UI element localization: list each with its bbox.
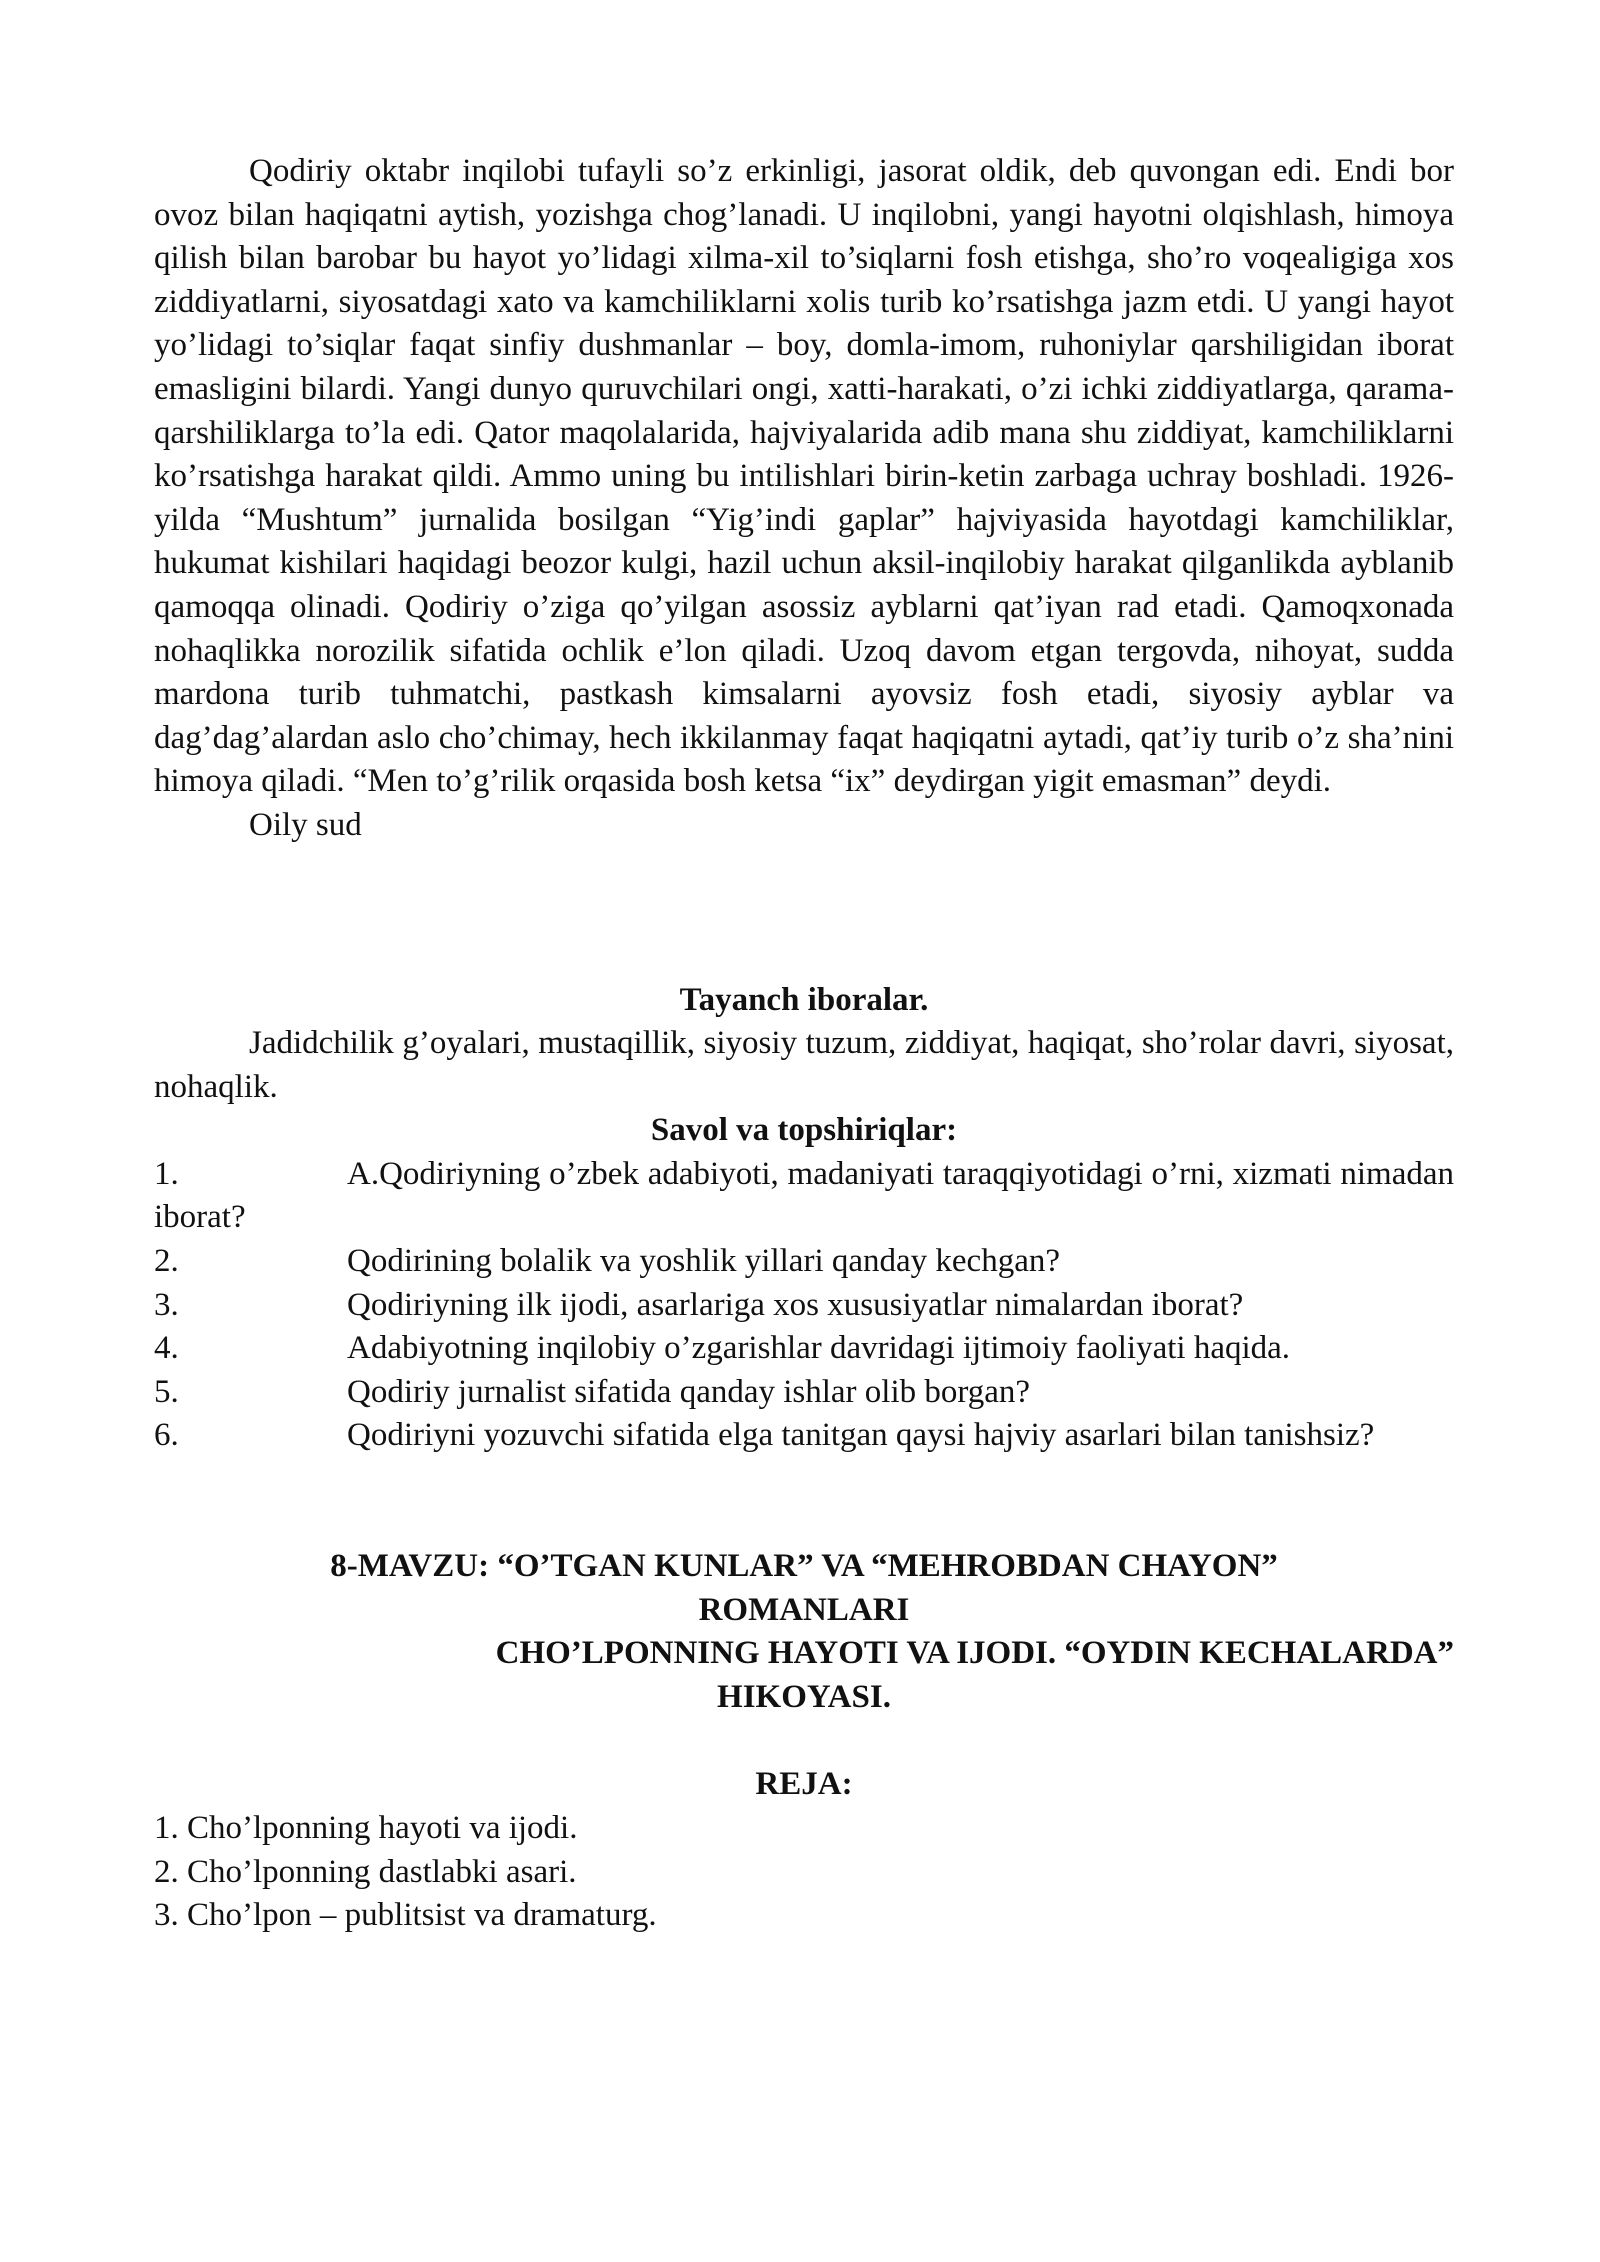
plan-list	[154, 1807, 1454, 1938]
plan-item: 3. Cho’lpon – publitsist va dramaturg.	[154, 1897, 657, 1934]
plan-heading: REJA:	[755, 1766, 853, 1803]
question-text: Qodiriyning ilk ijodi, asarlariga xos xususiyatlar nimalardan iborat?	[347, 1286, 1244, 1323]
keywords-heading: Tayanch iboralar.	[679, 981, 929, 1018]
body-paragraph: Qodiriy oktabr inqilobi tufayli so’z erkinligi, jasorat oldik, deb quvongan edi. Endi bor ovoz bilan haqiqatni aytish, yozishga chog’lanadi. U inqilobni, yangi hayotni olqishlash, himoya qilish bilan barobar bu hayot yo’lidagi xilma-xil to’siqlarni fosh etishga, sho’ro voqealigiga xos ziddiyatlarni, siyosatdagi xato va kamchiliklarni xolis turib ko’rsatishga jazm etdi. U yangi hayot yo’lidagi to’siqlar faqat sinfiy dushmanlar – boy, domla-imom, ruhoniylar qarshiligidan iborat emasligini bilardi. Yangi dunyo quruvchilari ongi, xatti-harakati, o’zi ichki ziddiyatlarga, qarama-qarshiliklarga to’la edi. Qator maqolalarida, hajviyalarida adib mana shu ziddiyat, kamchiliklarni ko’rsatishga harakat qildi. Ammo uning bu intilishlari birin-ketin zarbaga uchray boshladi. 1926-yilda “Mushtum” jurnalida bosilgan “Yig’indi gaplar” hajviyasida hayotdagi kamchiliklar, hukumat kishilari haqidagi beozor kulgi, hazil uchun aksil-inqilobiy harakat qilganlikda ayblanib qamoqqa olinadi. Qodiriy o’ziga qo’yilgan asossiz ayblarni qat’iyan rad etadi. Qamoqxonada nohaqlikka norozilik sifatida ochlik e’lon qiladi. Uzoq davom etgan tergovda, nihoyat, sudda mardona turib tuhmatchi, pastkash kimsalarni ayovsiz fosh etadi, siyosiy ayblar va dag’dag’alardan aslo cho’chimay, hech ikkilanmay faqat haqiqatni aytadi, qat’iy turib o’z sha’nini himoya qiladi. “Men to’g’rilik orqasida bosh ketsa “ix” deydirgan yigit emasman” deydi.	[154, 153, 1454, 800]
question-item	[154, 1240, 1454, 1284]
question-item	[154, 1153, 1454, 1240]
question-number: 3.	[154, 1286, 179, 1323]
questions-list	[154, 1153, 1454, 1458]
topic-title-line: 8-MAVZU: “O’TGAN KUNLAR” VA “MEHROBDAN CHAYON”	[330, 1548, 1278, 1585]
question-number: 2.	[154, 1243, 179, 1280]
spacer	[154, 848, 1454, 979]
question-number: 6.	[154, 1417, 179, 1454]
question-text: Qodiriy jurnalist sifatida qanday ishlar olib borgan?	[347, 1373, 1031, 1410]
topic-title	[154, 1545, 1454, 1719]
question-text: Adabiyotning inqilobiy o’zgarishlar davridagi ijtimoiy faoliyati haqida.	[347, 1330, 1291, 1367]
keywords-text: Jadidchilik g’oyalari, mustaqillik, siyosiy tuzum, ziddiyat, haqiqat, sho’rolar davri, siyosat, nohaqlik.	[154, 1025, 1454, 1105]
plan-item: 1. Cho’lponning hayoti va ijodi.	[154, 1810, 578, 1846]
spacer	[154, 1719, 1454, 1763]
question-number: 4.	[154, 1330, 179, 1367]
question-item	[154, 1327, 1454, 1371]
questions-heading: Savol va topshiriqlar:	[650, 1112, 958, 1149]
question-item	[154, 1414, 1454, 1458]
spacer	[154, 1458, 1454, 1545]
topic-title-line: HIKOYASI.	[717, 1678, 891, 1715]
plan-item: 2. Cho’lponning dastlabki asari.	[154, 1853, 577, 1890]
document-page	[154, 150, 1454, 1938]
question-item	[154, 1284, 1454, 1328]
question-number: 5.	[154, 1373, 179, 1410]
question-item	[154, 1371, 1454, 1415]
oily-sud-line: Oily sud	[249, 806, 362, 843]
question-number: 1.	[154, 1155, 179, 1192]
question-text: Qodirining bolalik va yoshlik yillari qanday kechgan?	[347, 1243, 1060, 1280]
question-text: Qodiriyni yozuvchi sifatida elga tanitgan qaysi hajviy asarlari bilan tanishsiz?	[347, 1417, 1375, 1454]
topic-title-line: CHO’LPONNING HAYOTI VA IJODI. “OYDIN KECHALARDA”	[495, 1635, 1454, 1672]
question-text: A.Qodiriyning o’zbek adabiyoti, madaniyati taraqqiyotidagi o’rni, xizmati nimadan iborat?	[154, 1155, 1454, 1236]
topic-title-line: ROMANLARI	[698, 1591, 910, 1628]
